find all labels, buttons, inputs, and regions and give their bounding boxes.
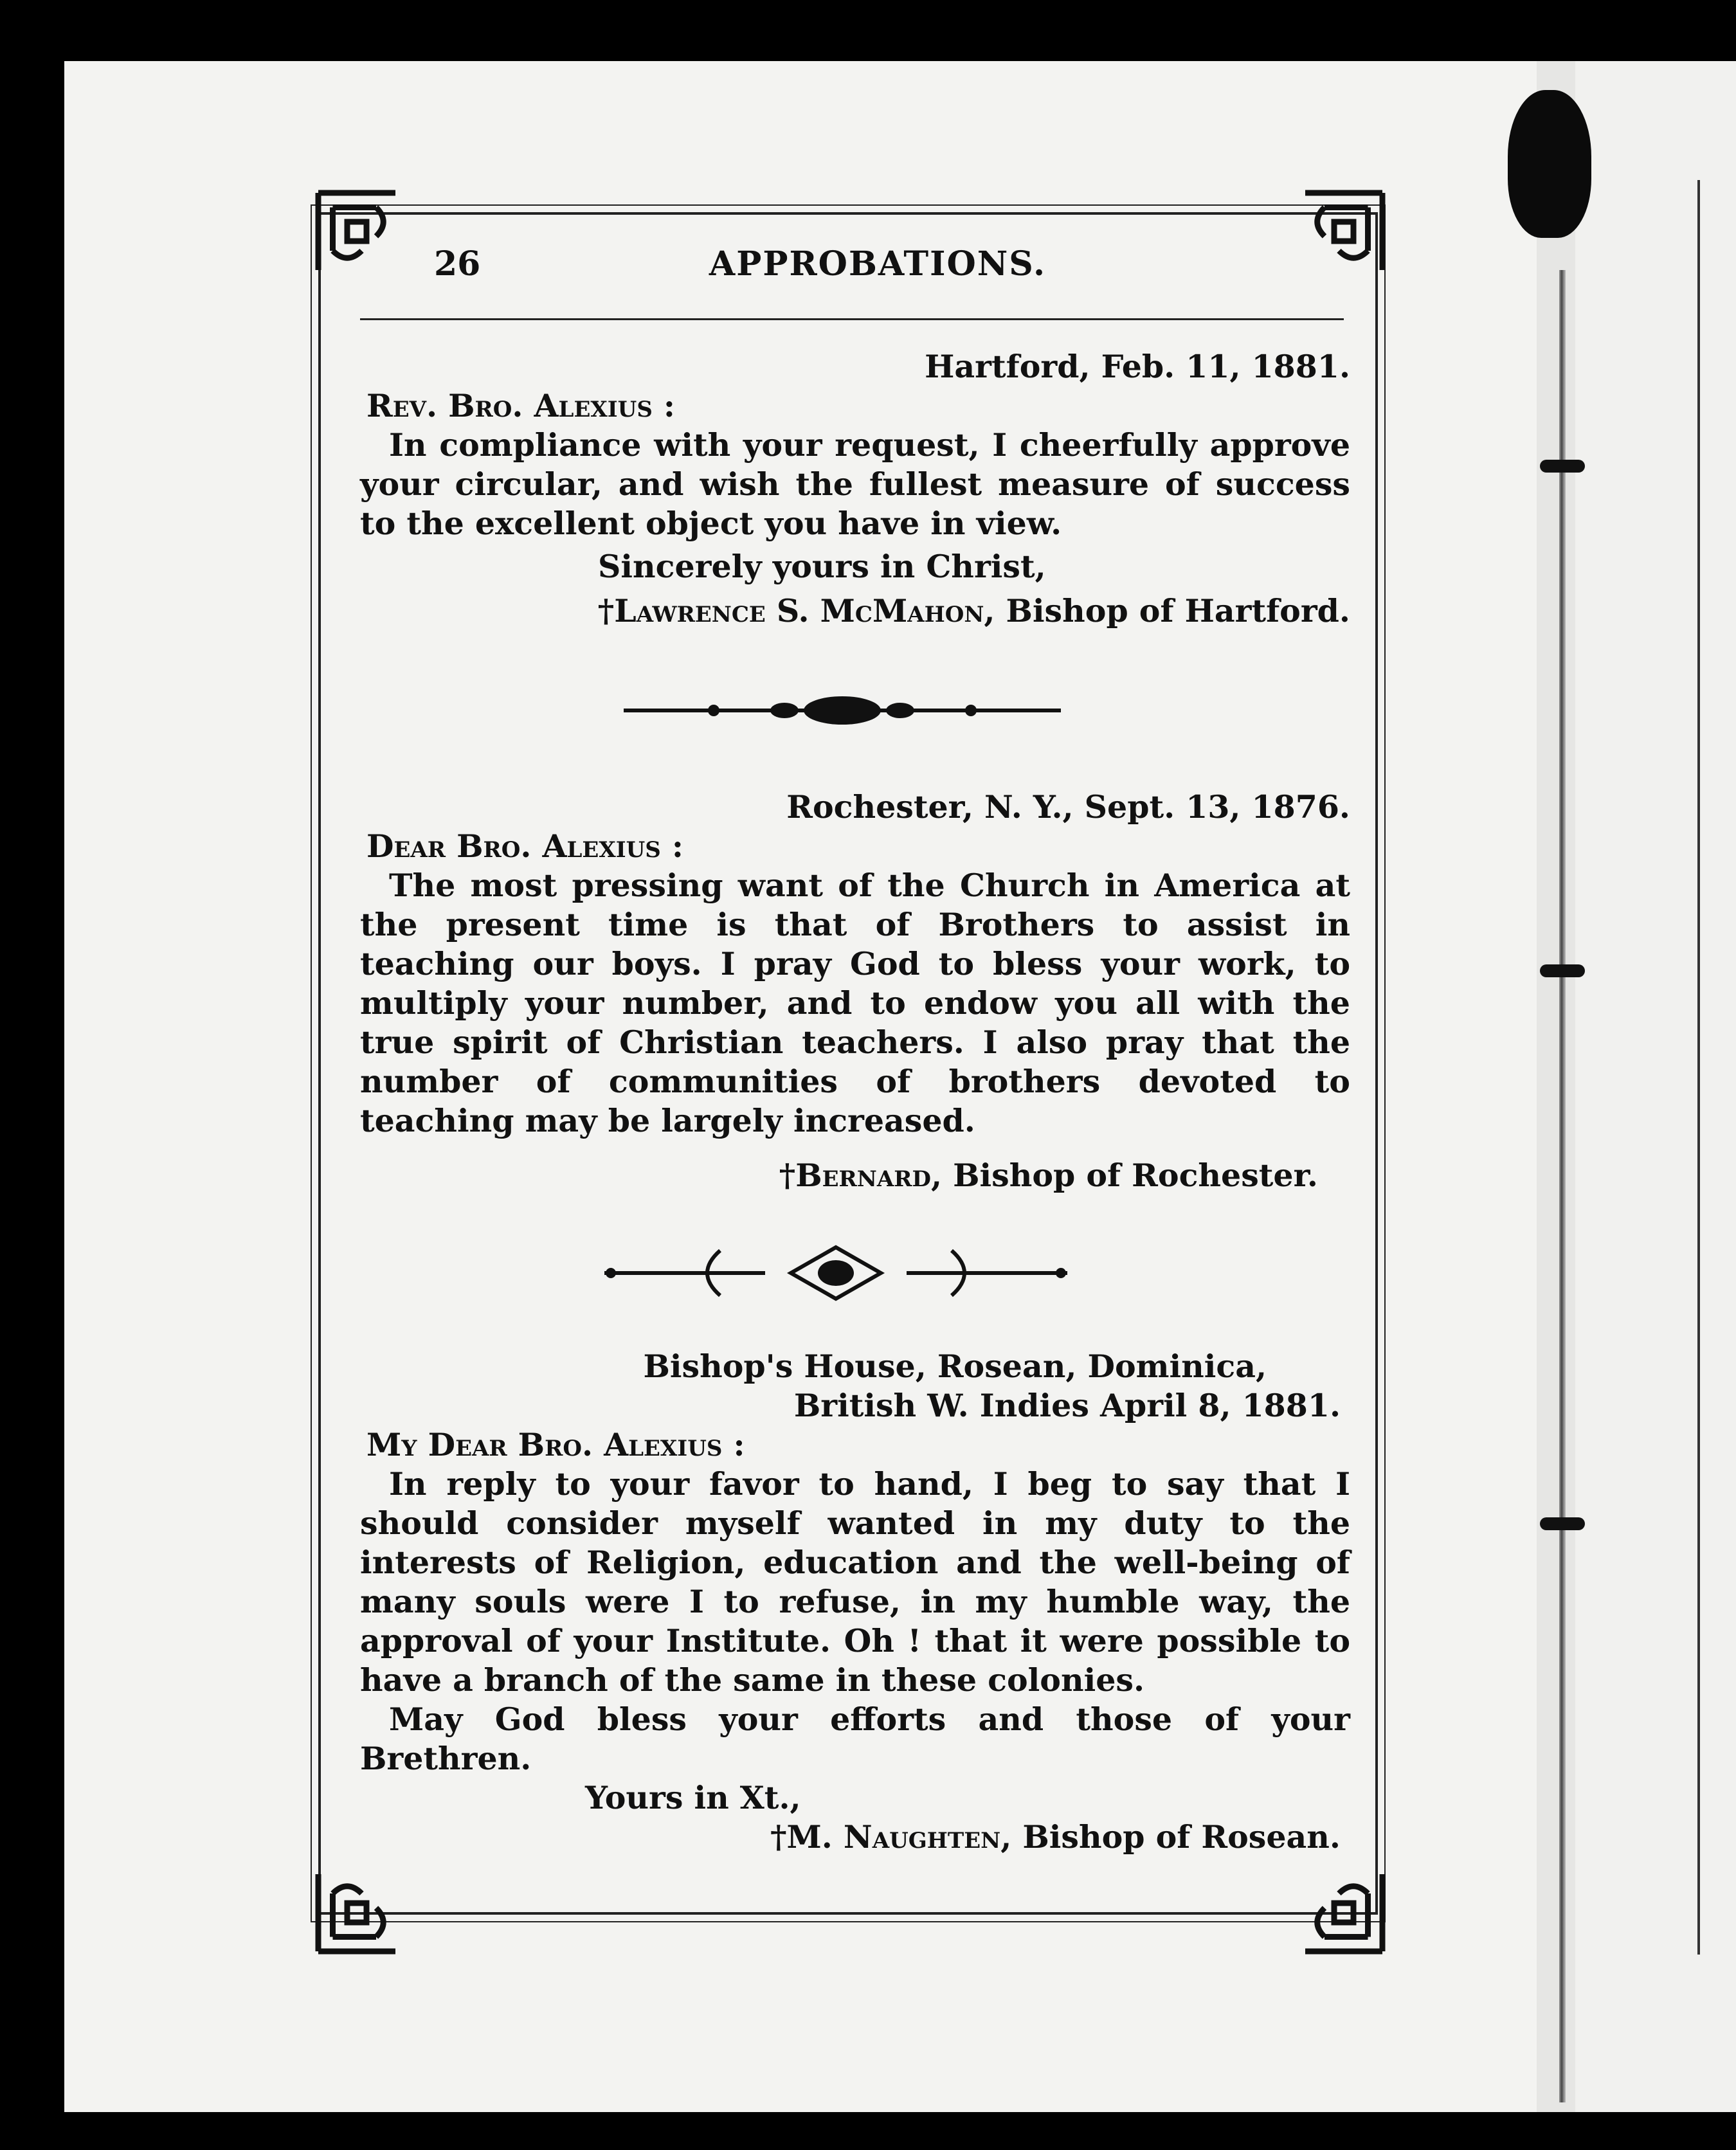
corner-ornament-bottom-left: [309, 1865, 405, 1961]
signature: [360, 1818, 1350, 1857]
page-number: 26: [434, 244, 481, 284]
corner-ornament-bottom-right: [1296, 1865, 1392, 1961]
binding-stitch: [1540, 964, 1585, 977]
letter-paragraph: In compliance with your request, I cheerfully approve your circular, and wish the fullest measure of success to the excellent object you have in view.: [360, 426, 1350, 542]
closing: Sincerely yours in Christ,: [598, 548, 1046, 585]
signature-name: †Bernard,: [779, 1157, 943, 1194]
letter-rochester: [360, 788, 1350, 1195]
binding-stitch: [1540, 1517, 1585, 1530]
signature-title: Bishop of Hartford.: [1006, 592, 1350, 629]
letter-paragraph: The most pressing want of the Church in America at the present time is that of Brothers to assist in teaching our boys. I pray God to bless your work, to multiply your number, and to endow you all with the true spirit of Christian teachers. I also pray that the number of communities of brothers devoted to teaching may be largely increased.: [360, 867, 1350, 1139]
dateline: Hartford, Feb. 11, 1881.: [925, 348, 1350, 385]
page-gutter: [1537, 61, 1575, 2112]
letter-rosean: [360, 1347, 1350, 1857]
divider-ornament: [624, 688, 1061, 733]
signature-name: †M. Naughten,: [770, 1818, 1012, 1856]
dateline: Rochester, N. Y., Sept. 13, 1876.: [786, 788, 1350, 826]
binding-knot: [1508, 90, 1591, 238]
signature-name: †Lawrence S. McMahon,: [597, 592, 995, 629]
binding-thread: [1559, 270, 1566, 2102]
signature: [360, 1156, 1350, 1195]
signature: [360, 592, 1350, 631]
corner-ornament-top-left: [309, 183, 405, 280]
signature-title: Bishop of Rosean.: [1022, 1818, 1341, 1856]
page-header: [411, 231, 1344, 296]
letter-hartford: [360, 347, 1350, 631]
facing-page-edge: [1575, 61, 1736, 2112]
salutation: Rev. Bro. Alexius :: [366, 387, 676, 424]
dateline: Bishop's House, Rosean, Dominica,: [643, 1348, 1267, 1385]
closing: Yours in Xt.,: [585, 1779, 801, 1816]
binding-stitch: [1540, 460, 1585, 473]
divider-ornament-scroll: [598, 1238, 1074, 1308]
salutation: My Dear Bro. Alexius :: [366, 1426, 745, 1463]
header-rule: [360, 318, 1344, 320]
running-title: APPROBATIONS.: [709, 244, 1047, 284]
dateline: British W. Indies April 8, 1881.: [793, 1387, 1341, 1424]
salutation: Dear Bro. Alexius :: [366, 827, 683, 865]
facing-page-border: [1697, 180, 1700, 1955]
letter-paragraph: In reply to your favor to hand, I beg to say that I should consider myself wanted in my duty to the interests of Religion, education and the well-being of many souls were I to refuse, in my humble way, the approval of your Institute. Oh ! that it were possible to have a branch of the same in these colonies.: [360, 1465, 1350, 1699]
letter-paragraph: May God bless your efforts and those of your Brethren.: [360, 1701, 1350, 1777]
signature-title: Bishop of Rochester.: [953, 1157, 1318, 1194]
